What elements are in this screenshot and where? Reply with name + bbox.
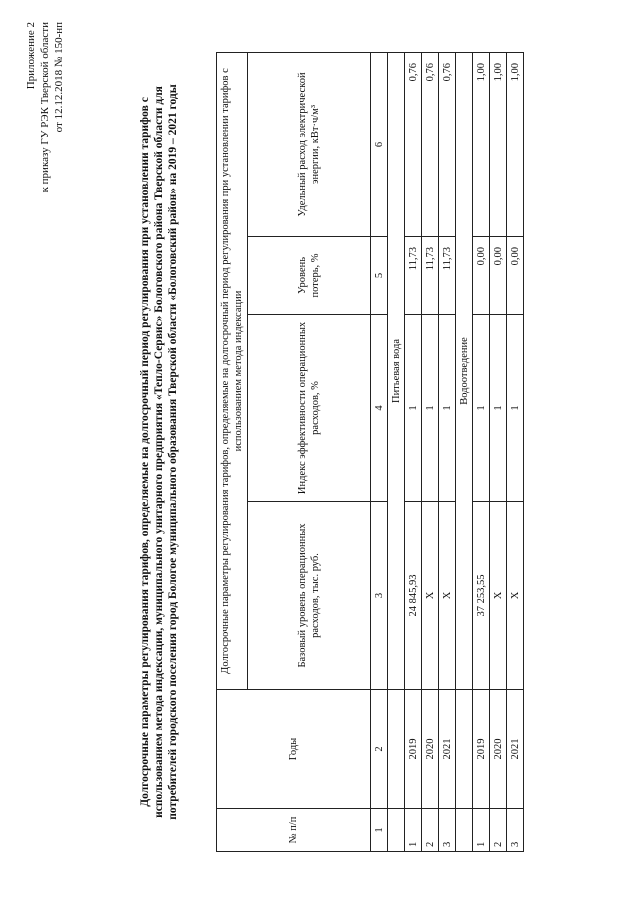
cell-base: Х [507, 501, 524, 689]
appendix-line-2: к приказу ГУ РЭК Тверской области [39, 22, 51, 193]
section-spacer [388, 809, 405, 852]
document-title: Долгосрочные параметры регулирования тарифов, определяемые на долгосрочный период регулирования при установлении тарифов с использованием метода индексации, муниципального унитарного предприятия «Тепло-Сервис» Бологовского района Тверской области для потребителей городского поселения город Бологое муниципального образования Тверской области «Бологовский район» на 2019 – 2021 годы [139, 84, 179, 820]
appendix-note [24, 22, 66, 192]
table-row [405, 53, 422, 852]
cell-num: 3 [507, 809, 524, 852]
appendix-line-3: от 12.12.2018 № 150-нп [53, 22, 65, 133]
cell-index: 1 [439, 314, 456, 501]
cell-index: 1 [422, 314, 439, 501]
appendix-line-1: Приложение 2 [25, 22, 37, 90]
col-number: 4 [371, 314, 388, 501]
cell-num: 2 [490, 809, 507, 852]
col-number: 1 [371, 809, 388, 852]
cell-index: 1 [405, 314, 422, 501]
header-num: № п/п [217, 809, 371, 852]
cell-base: Х [422, 501, 439, 689]
cell-loss: 0,00 [490, 237, 507, 315]
section-spacer [388, 690, 405, 809]
col-number: 5 [371, 237, 388, 315]
cell-energy: 0,76 [422, 53, 439, 237]
cell-base: 24 845,93 [405, 501, 422, 689]
cell-energy: 1,00 [490, 53, 507, 237]
cell-num: 3 [439, 809, 456, 852]
section-title: Питьевая вода [388, 53, 405, 690]
cell-year: 2019 [473, 690, 490, 809]
table-row [507, 53, 524, 852]
cell-energy: 0,76 [405, 53, 422, 237]
table-row [422, 53, 439, 852]
cell-energy: 1,00 [507, 53, 524, 237]
col-number: 2 [371, 690, 388, 809]
section-spacer [456, 690, 473, 809]
cell-loss: 11,73 [405, 237, 422, 315]
cell-loss: 11,73 [422, 237, 439, 315]
cell-loss: 11,73 [439, 237, 456, 315]
cell-base: 37 253,55 [473, 501, 490, 689]
section-spacer [456, 809, 473, 852]
cell-index: 1 [490, 314, 507, 501]
rotated-document [20, 22, 620, 882]
section-title: Водоотведение [456, 53, 473, 690]
header-years: Годы [217, 690, 371, 809]
table-row [473, 53, 490, 852]
cell-num: 1 [405, 809, 422, 852]
cell-index: 1 [507, 314, 524, 501]
header-index: Индекс эффективности операционных расходов, % [248, 314, 371, 501]
parameters-table [216, 52, 524, 852]
cell-year: 2019 [405, 690, 422, 809]
table-row [490, 53, 507, 852]
col-number: 6 [371, 53, 388, 237]
cell-energy: 0,76 [439, 53, 456, 237]
header-group: Долгосрочные параметры регулирования тарифов, определяемые на долгосрочный период регулирования при установлении тарифов с использованием метода индексации [217, 53, 248, 690]
header-energy: Удельный расход электрической энергии, кВт·ч/м³ [248, 53, 371, 237]
table-row [439, 53, 456, 852]
cell-year: 2020 [422, 690, 439, 809]
cell-loss: 0,00 [473, 237, 490, 315]
cell-energy: 1,00 [473, 53, 490, 237]
header-loss: Уровень потерь, % [248, 237, 371, 315]
cell-num: 1 [473, 809, 490, 852]
cell-base: Х [490, 501, 507, 689]
cell-year: 2021 [507, 690, 524, 809]
header-base: Базовый уровень операционных расходов, тыс. руб. [248, 501, 371, 689]
cell-year: 2021 [439, 690, 456, 809]
col-number: 3 [371, 501, 388, 689]
cell-index: 1 [473, 314, 490, 501]
cell-num: 2 [422, 809, 439, 852]
cell-loss: 0,00 [507, 237, 524, 315]
cell-base: Х [439, 501, 456, 689]
cell-year: 2020 [490, 690, 507, 809]
